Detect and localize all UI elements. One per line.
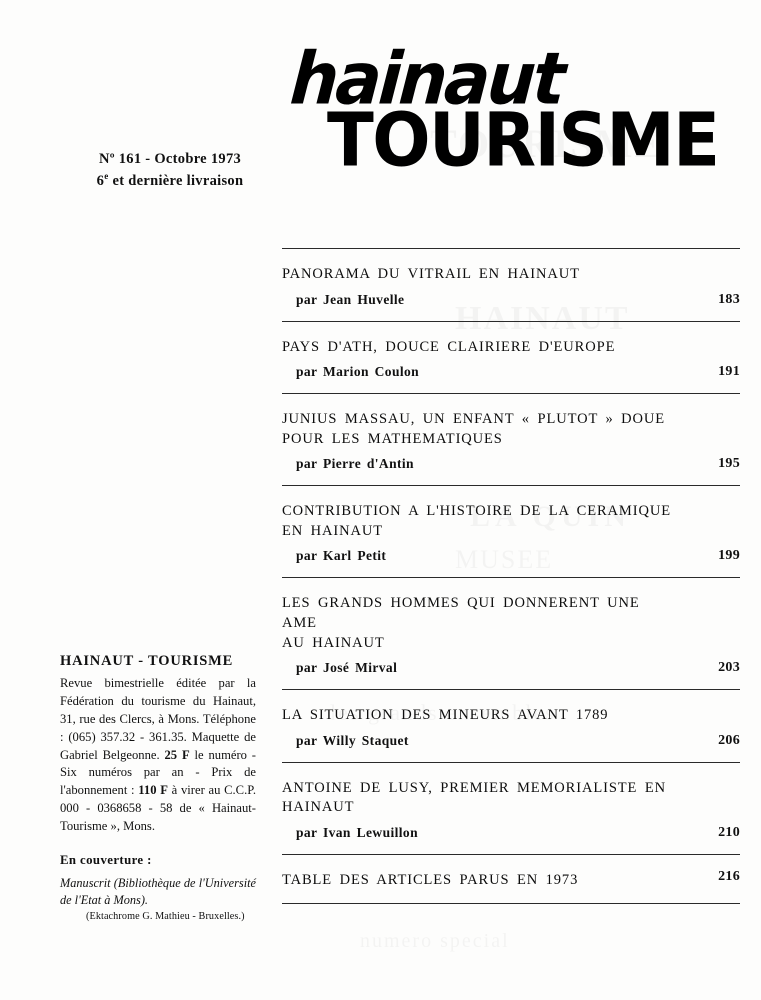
- toc-title-line: LES GRANDS HOMMES QUI DONNERENT UNE AME: [282, 595, 640, 631]
- toc-entry-meta: [282, 456, 740, 472]
- toc-entry-page-number: 195: [718, 456, 740, 472]
- toc-entry-author: par Pierre d'Antin: [296, 456, 414, 472]
- toc-entry-title: [282, 502, 740, 541]
- toc-entry[interactable]: [282, 578, 740, 689]
- toc-entry-meta: [718, 869, 740, 885]
- masthead-logo: [280, 37, 750, 184]
- toc-entry-author: par José Mirval: [296, 660, 398, 676]
- toc-entry-title: [282, 410, 740, 449]
- toc-entry-meta: [282, 292, 740, 308]
- toc-entry[interactable]: [282, 690, 740, 762]
- toc-entry[interactable]: [282, 394, 740, 485]
- toc-entry-page-number: 203: [718, 660, 740, 676]
- toc-entry[interactable]: [282, 322, 740, 394]
- toc-entry-title: [282, 338, 740, 358]
- issue-livraison-line: [60, 170, 280, 192]
- toc-entry-meta: [282, 548, 740, 564]
- toc-title-line: CONTRIBUTION A L'HISTOIRE DE LA CERAMIQUE: [282, 503, 671, 520]
- toc-entry[interactable]: [282, 855, 740, 904]
- toc-entry-page-number: 216: [718, 868, 740, 884]
- colophon-text: [60, 675, 256, 836]
- toc-entry-author: par Marion Coulon: [296, 364, 420, 380]
- toc-title-line: PAYS D'ATH, DOUCE CLAIRIERE D'EUROPE: [282, 338, 616, 355]
- cover-credit-block: [60, 853, 256, 922]
- toc-title-line: TABLE DES ARTICLES PARUS EN 1973: [282, 871, 579, 888]
- cover-heading: En couverture :: [60, 853, 152, 867]
- colophon-heading: HAINAUT - TOURISME: [60, 653, 234, 669]
- publisher-colophon: [60, 653, 256, 836]
- toc-entry-author: par Ivan Lewuillon: [296, 824, 418, 840]
- issue-number-line: Nº 161 - Octobre 1973: [98, 151, 242, 167]
- price-subscription: 110 F: [138, 783, 168, 798]
- toc-entry-page-number: 199: [718, 548, 740, 564]
- livraison-ordinal-suffix: e: [104, 171, 109, 182]
- livraison-text: et dernière livraison: [108, 173, 244, 190]
- toc-entry-meta: [282, 660, 740, 676]
- price-per-issue: 25 F: [164, 747, 190, 762]
- toc-entry-author: par Willy Staquet: [296, 732, 409, 748]
- issue-info: [60, 148, 280, 193]
- livraison-ordinal: 6: [96, 173, 105, 190]
- bleed-through-ghost-text: [360, 930, 510, 953]
- toc-entry-meta: [282, 733, 740, 749]
- masthead-script-word: hainaut: [287, 37, 566, 122]
- toc-title-line: ANTOINE DE LUSY, PREMIER MEMORIALISTE EN HAINAUT: [282, 779, 666, 816]
- toc-title-line: AU HAINAUT: [282, 634, 385, 651]
- toc-title-line: POUR LES MATHEMATIQUES: [282, 430, 503, 447]
- toc-entry-author: par Jean Huvelle: [296, 291, 405, 307]
- table-of-contents: [282, 248, 740, 904]
- toc-entry[interactable]: [282, 763, 740, 854]
- cover-photo-credit: (Ektachrome G. Mathieu - Bruxelles.): [86, 911, 245, 923]
- toc-title-line: LA SITUATION DES MINEURS AVANT 1789: [282, 707, 609, 724]
- toc-entry-title: [282, 779, 740, 818]
- toc-entry-title: [282, 868, 740, 891]
- toc-entry-author: par Karl Petit: [296, 548, 387, 564]
- toc-entry-meta: [282, 364, 740, 380]
- toc-entry-meta: [282, 825, 740, 841]
- toc-entry-page-number: 206: [718, 732, 740, 748]
- toc-entry[interactable]: [282, 486, 740, 577]
- masthead-block-word: TOURISME: [327, 97, 719, 184]
- toc-entry-page-number: 191: [718, 364, 740, 380]
- toc-entry[interactable]: [282, 249, 740, 321]
- toc-title-line: EN HAINAUT: [282, 522, 383, 539]
- toc-entry-title: [282, 706, 740, 726]
- colophon-text-part3: à virer au C.C.P. 000 - 0368658 - 58 de « Hainaut-Tourisme », Mons.: [60, 783, 256, 833]
- toc-separator-rule: [282, 903, 740, 904]
- cover-caption: Manuscrit (Bibliothèque de l'Université de l'Etat à Mons).: [60, 876, 256, 907]
- colophon-text-part1: Revue bimestrielle éditée par la Fédération du tourisme du Hainaut, 31, rue des Clercs, à Mons. Téléphone : (065) 357.32 - 361.35. Maquette de Gabriel Belgeonne.: [60, 676, 256, 762]
- colophon-text-part2: le numéro - Six numéros par an - Prix de l'abonnement :: [60, 747, 256, 798]
- toc-title-line: PANORAMA DU VITRAIL EN HAINAUT: [282, 266, 580, 282]
- toc-entry-title: [282, 594, 740, 653]
- toc-entry-page-number: 210: [718, 824, 740, 840]
- toc-entry-page-number: 183: [718, 291, 740, 307]
- toc-entry-title: [282, 265, 740, 285]
- toc-title-line: JUNIUS MASSAU, UN ENFANT « PLUTOT » DOUE: [282, 411, 666, 428]
